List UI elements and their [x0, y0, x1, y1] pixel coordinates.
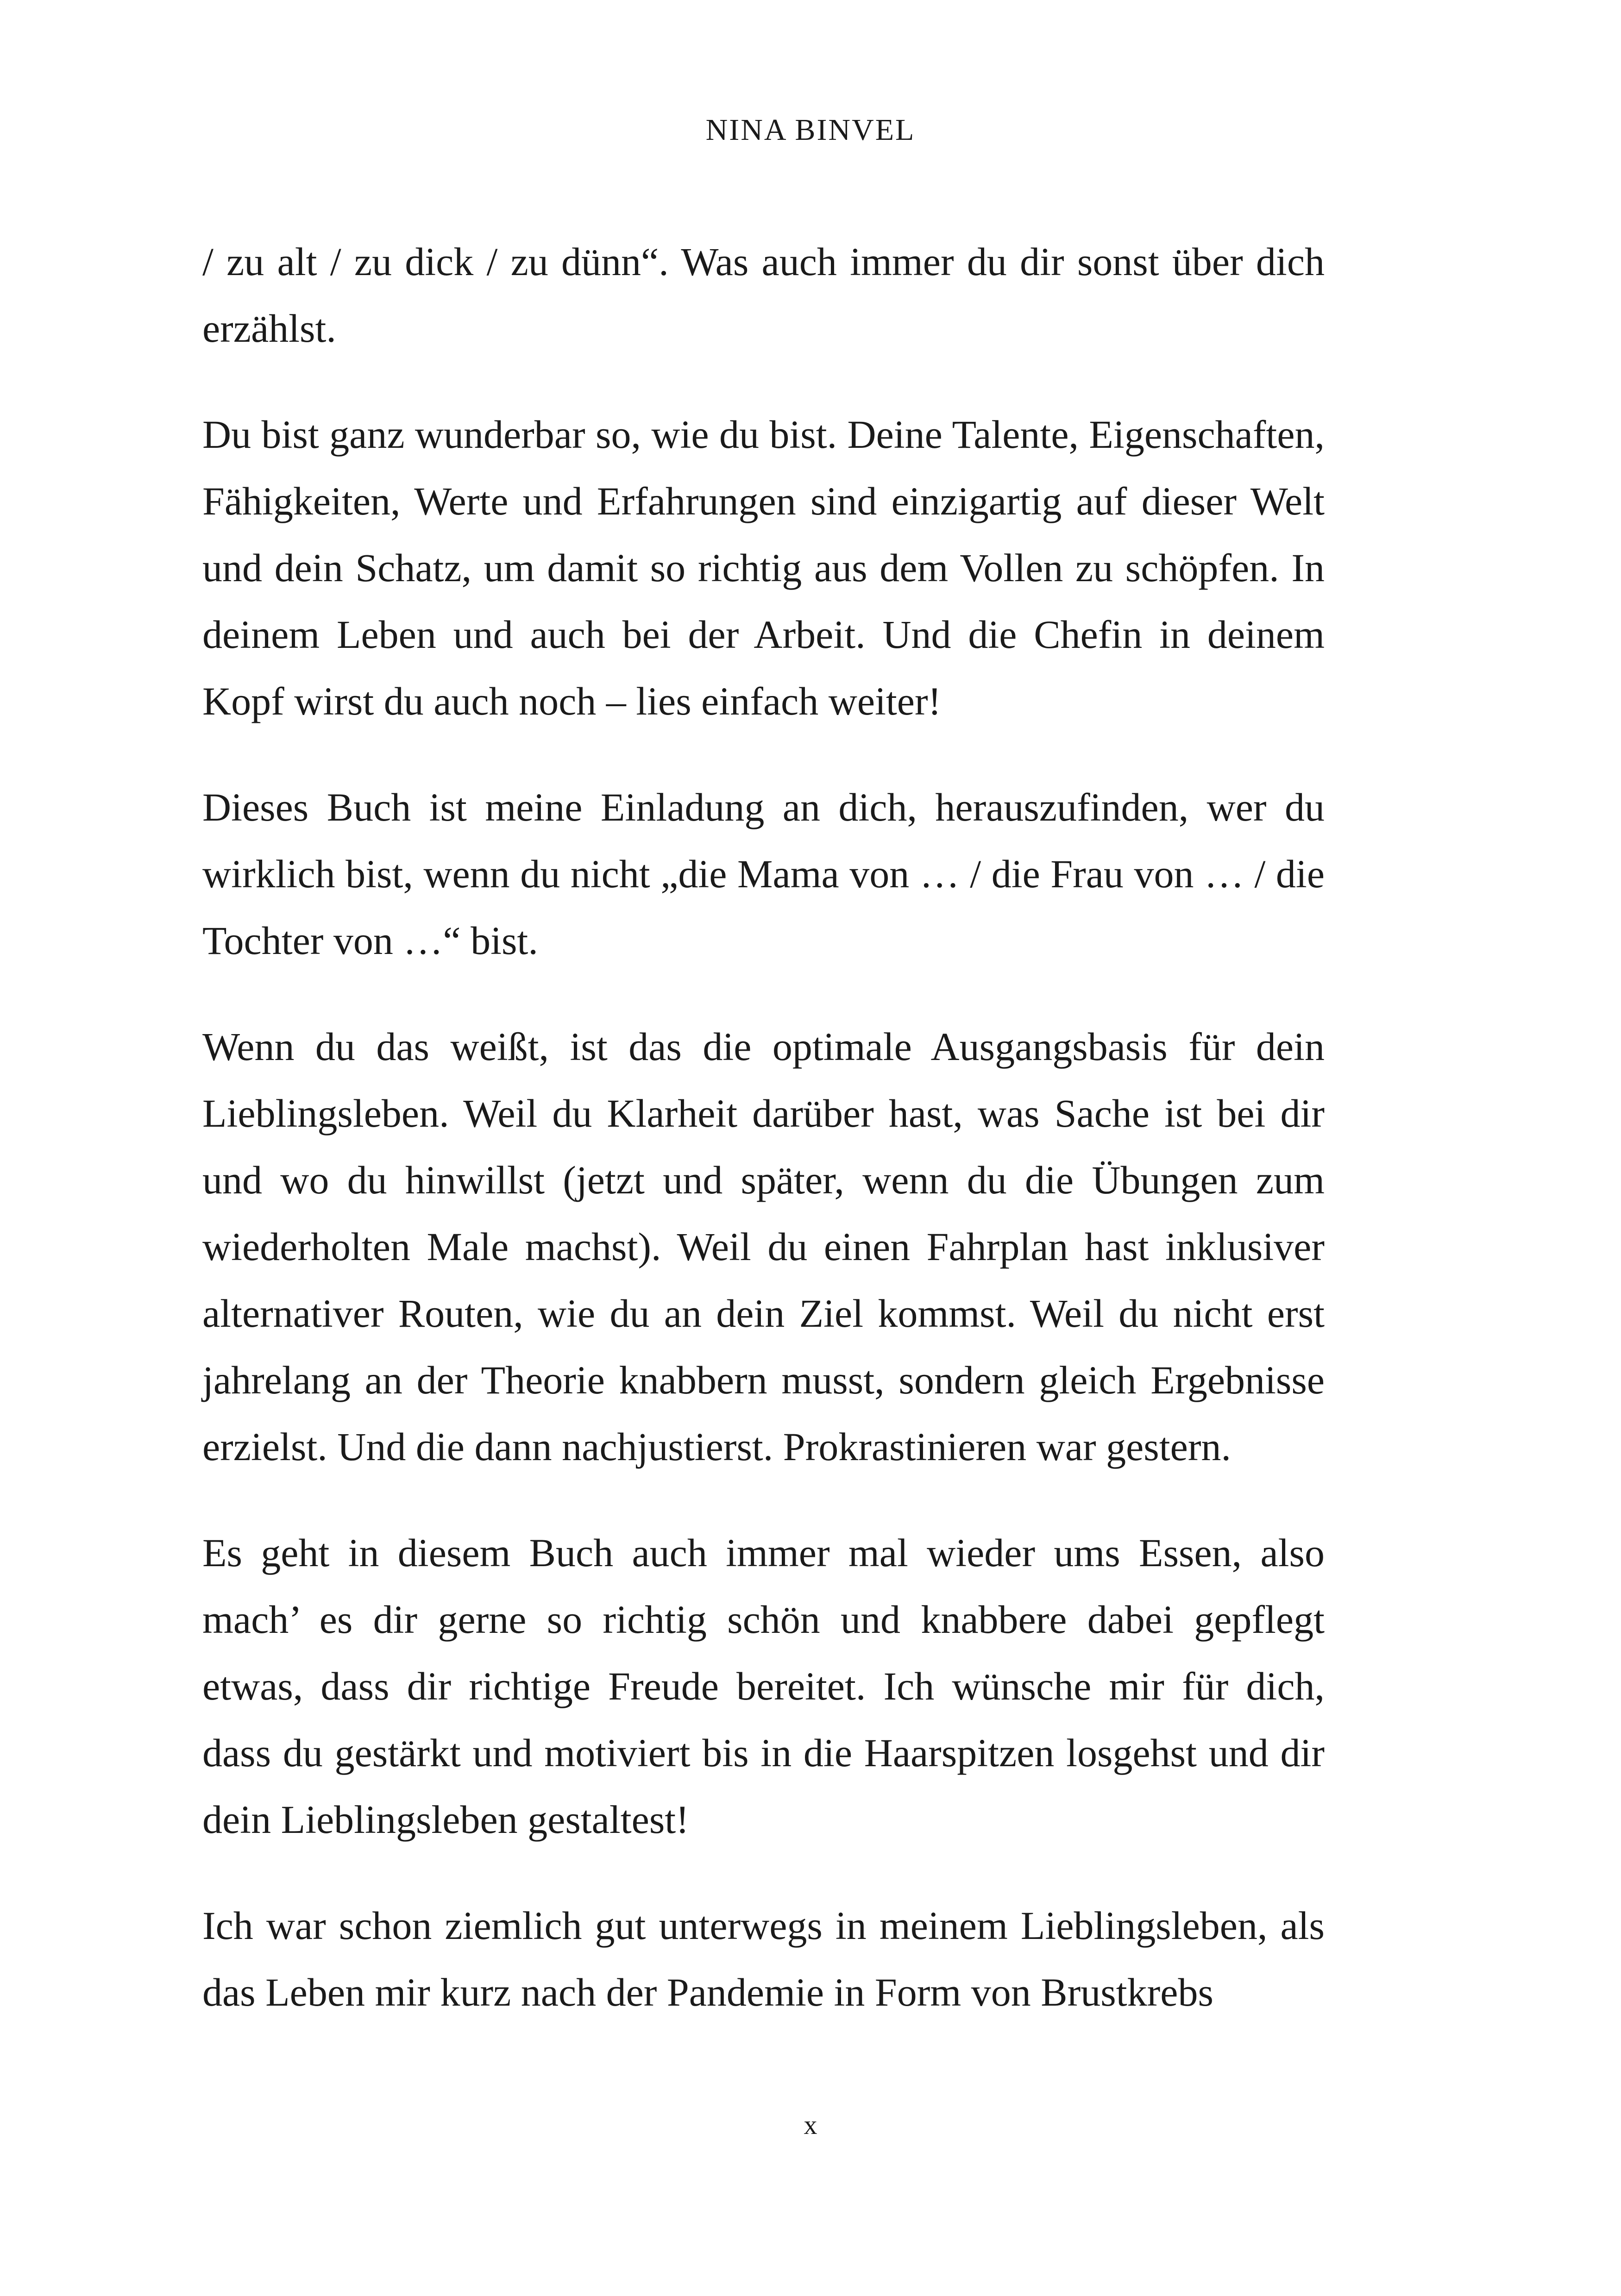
paragraph-2: Du bist ganz wunderbar so, wie du bist. Deine Talente, Eigenschaften, Fähigkeiten, Werte und Erfahrungen sind einzigartig auf dieser Welt und dein Schatz, um damit so richtig aus dem Vollen zu schöpfen. In deinem Leben und auch bei der Arbeit. Und die Chefin in deinem Kopf wirst du auch noch – lies einfach weiter!: [202, 412, 1325, 723]
page-number: x: [804, 2110, 817, 2140]
paragraph-5: Es geht in diesem Buch auch immer mal wieder ums Essen, also mach’ es dir gerne so richtig schön und knabbere dabei gepflegt etwas, dass dir richtige Freude bereitet. Ich wünsche mir für dich, dass du gestärkt und motiviert bis in die Haarspitzen losgehst und dir dein Lieblingsleben gestaltest!: [202, 1531, 1325, 1842]
body-text: [202, 228, 1325, 2026]
running-head-author: NINA BINVEL: [705, 113, 916, 147]
paragraph-6: Ich war schon ziemlich gut unterwegs in meinem Lieblingsleben, als das Leben mir kurz nach der Pandemie in Form von Brustkrebs: [202, 1903, 1325, 2014]
paragraph-4: Wenn du das weißt, ist das die optimale Ausgangsbasis für dein Lieblingsleben. Weil du Klarheit darüber hast, was Sache ist bei dir und wo du hinwillst (jetzt und später, wenn du die Übungen zum wiederholten Male machst). Weil du einen Fahrplan hast inklusiver alternativer Routen, wie du an dein Ziel kommst. Weil du nicht erst jahrelang an der Theorie knabbern musst, sondern gleich Ergebnisse erzielst. Und die dann nachjustierst. Prokrastinieren war gestern.: [202, 1024, 1325, 1469]
paragraph-3: Dieses Buch ist meine Einladung an dich, herauszufinden, wer du wirklich bist, wenn du nicht „die Mama von … / die Frau von … / die Tochter von …“ bist.: [202, 785, 1325, 963]
paragraph-1: / zu alt / zu dick / zu dünn“. Was auch immer du dir sonst über dich erzählst.: [202, 239, 1325, 351]
